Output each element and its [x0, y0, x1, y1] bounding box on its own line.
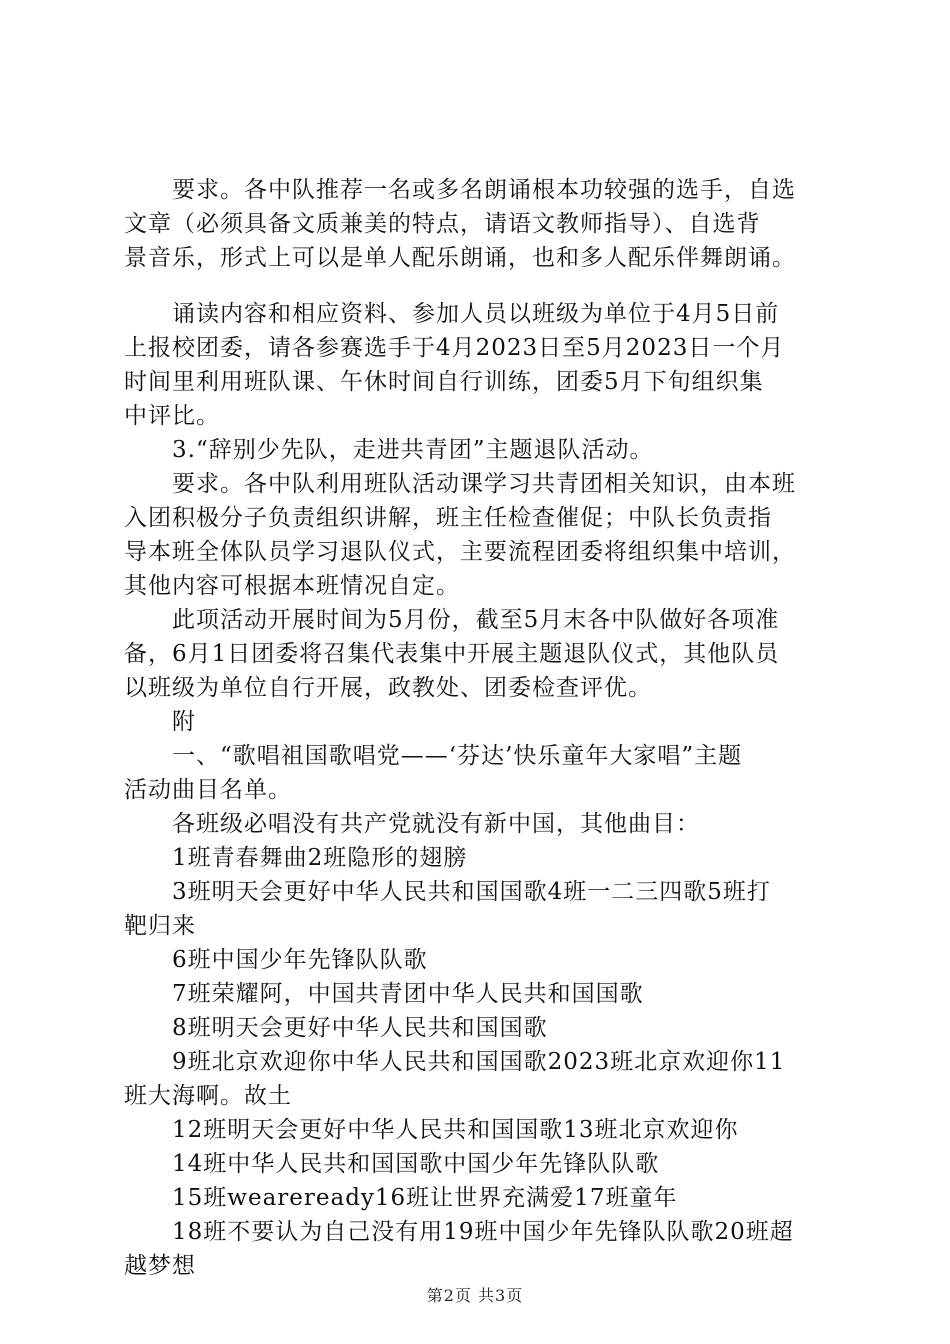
song-list-item: [124, 977, 844, 1011]
text-line: 附: [172, 709, 196, 735]
song-list-item: [124, 943, 844, 977]
document-body: [124, 173, 844, 1283]
text-line: 中评比。: [124, 403, 220, 429]
text-line: 备，6月1日团委将召集代表集中开展主题退队仪式，其他队员: [124, 641, 780, 667]
text-line: 靶归来: [124, 913, 196, 939]
paragraph-farewell-requirements: [124, 467, 844, 603]
text-line: 6班中国少年先锋队队歌: [172, 947, 428, 973]
text-line: 1班青春舞曲2班隐形的翅膀: [172, 845, 468, 871]
text-line: 12班明天会更好中华人民共和国国歌13班北京欢迎你: [172, 1117, 739, 1143]
text-line: 8班明天会更好中华人民共和国国歌: [172, 1015, 548, 1041]
text-line: 此项活动开展时间为5月份，截至5月末各中队做好各项准: [172, 607, 780, 633]
paragraph-gap: [124, 275, 844, 297]
text-line: 各班级必唱没有共产党就没有新中国，其他曲目：: [172, 811, 700, 837]
song-list-item: [124, 1045, 844, 1113]
text-line: 活动曲目名单。: [124, 777, 292, 803]
text-line: 3.“辞别少先队，走进共青团”主题退队活动。: [172, 437, 654, 463]
text-line: 景音乐，形式上可以是单人配乐朗诵，也和多人配乐伴舞朗诵。: [124, 245, 796, 271]
song-list-item: [124, 841, 844, 875]
text-line: 要求。各中队推荐一名或多名朗诵根本功较强的选手，自选: [172, 177, 796, 203]
text-line: 越梦想: [124, 1253, 196, 1279]
song-list-item: [124, 1147, 844, 1181]
appendix-title: [124, 739, 844, 807]
section-heading-farewell-activity: [124, 433, 844, 467]
text-line: 其他内容可根据本班情况自定。: [124, 573, 460, 599]
page-number-footer: 第2页 共3页: [426, 1286, 524, 1305]
text-line: 14班中华人民共和国国歌中国少年先锋队队歌: [172, 1151, 660, 1177]
song-list-item: [124, 1215, 844, 1283]
required-song-note: [124, 807, 844, 841]
text-line: 诵读内容和相应资料、参加人员以班级为单位于4月5日前: [172, 301, 780, 327]
song-list-item: [124, 875, 844, 943]
paragraph-farewell-schedule: [124, 603, 844, 705]
text-line: 文章（必须具备文质兼美的特点，请语文教师指导）、自选背: [124, 211, 761, 237]
text-line: 导本班全体队员学习退队仪式，主要流程团委将组织集中培训，: [124, 539, 796, 565]
text-line: 15班weareready16班让世界充满爱17班童年: [172, 1185, 678, 1211]
text-line: 要求。各中队利用班队活动课学习共青团相关知识，由本班: [172, 471, 796, 497]
song-list-item: [124, 1011, 844, 1045]
text-line: 班大海啊。故土: [124, 1083, 292, 1109]
text-line: 一、“歌唱祖国歌唱党——‘芬达’快乐童年大家唱”主题: [172, 743, 743, 769]
text-line: 入团积极分子负责组织讲解，班主任检查催促；中队长负责指: [124, 505, 772, 531]
text-line: 7班荣耀阿，中国共青团中华人民共和国国歌: [172, 981, 644, 1007]
text-line: 时间里利用班队课、午休时间自行训练，团委5月下旬组织集: [124, 369, 764, 395]
paragraph-recitation-requirements: [124, 173, 844, 275]
text-line: 18班不要认为自己没有用19班中国少年先锋队队歌20班超: [172, 1219, 794, 1245]
text-line: 9班北京欢迎你中华人民共和国国歌2023班北京欢迎你11: [172, 1049, 786, 1075]
song-list-item: [124, 1113, 844, 1147]
text-line: 上报校团委，请各参赛选手于4月2023日至5月2023日一个月: [124, 335, 785, 361]
appendix-label: [124, 705, 844, 739]
text-line: 3班明天会更好中华人民共和国国歌4班一二三四歌5班打: [172, 879, 771, 905]
text-line: 以班级为单位自行开展，政教处、团委检查评优。: [124, 675, 652, 701]
paragraph-recitation-schedule: [124, 297, 844, 433]
song-list-item: [124, 1181, 844, 1215]
